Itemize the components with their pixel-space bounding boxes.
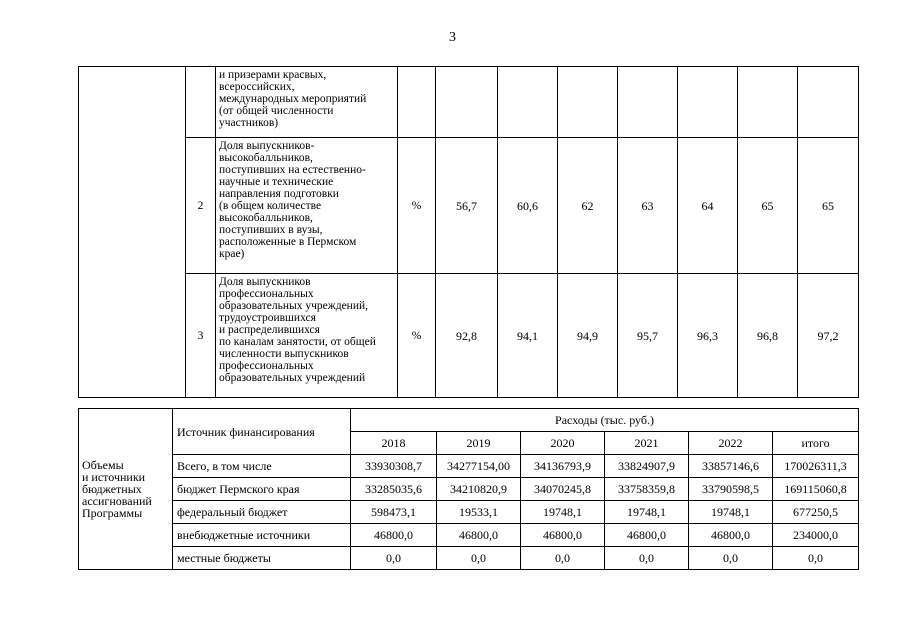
table-row: [79, 524, 859, 547]
source-name: местные бюджеты: [173, 547, 351, 570]
amount-cell: 33930308,7: [351, 455, 437, 478]
value-cell: [558, 67, 618, 138]
amount-cell: 0,0: [605, 547, 689, 570]
section-cell-empty: [79, 67, 186, 398]
value-cell: 94,9: [558, 274, 618, 398]
amount-cell: 0,0: [689, 547, 773, 570]
amount-cell: 169115060,8: [773, 478, 859, 501]
value-cell: 63: [618, 138, 678, 274]
source-name: бюджет Пермского края: [173, 478, 351, 501]
value-cell: 96,3: [678, 274, 738, 398]
amount-cell: 0,0: [351, 547, 437, 570]
table-row: [79, 409, 859, 432]
value-cell: 60,6: [498, 138, 558, 274]
row-number: 3: [186, 274, 216, 398]
amount-cell: 46800,0: [351, 524, 437, 547]
amount-cell: 677250,5: [773, 501, 859, 524]
source-header: Источник финансирования: [173, 409, 351, 455]
source-name: внебюджетные источники: [173, 524, 351, 547]
source-name: федеральный бюджет: [173, 501, 351, 524]
amount-cell: 19533,1: [437, 501, 521, 524]
finance-table: [78, 408, 859, 570]
value-cell: 65: [798, 138, 859, 274]
amount-cell: 19748,1: [605, 501, 689, 524]
amount-cell: 234000,0: [773, 524, 859, 547]
source-name: Всего, в том числе: [173, 455, 351, 478]
amount-cell: 0,0: [437, 547, 521, 570]
unit-cell: [398, 67, 436, 138]
amount-cell: 19748,1: [689, 501, 773, 524]
value-cell: 92,8: [436, 274, 498, 398]
amount-cell: 33758359,8: [605, 478, 689, 501]
year-header: 2022: [689, 432, 773, 455]
row-number: [186, 67, 216, 138]
unit-cell: %: [398, 274, 436, 398]
section-label: Объемы и источники бюджетных ассигнований Программы: [79, 409, 173, 570]
value-cell: 62: [558, 138, 618, 274]
value-cell: 65: [738, 138, 798, 274]
unit-cell: %: [398, 138, 436, 274]
table-row: [79, 478, 859, 501]
amount-cell: 46800,0: [605, 524, 689, 547]
amount-cell: 46800,0: [437, 524, 521, 547]
indicator-name: Доля выпускников- высокобалльников, поступивших на естественно- научные и технические направления подготовки (в общем количестве высокобалльников, поступивших в вузы, расположенные в Пермском крае): [216, 138, 398, 274]
amount-cell: 33285035,6: [351, 478, 437, 501]
value-cell: [738, 67, 798, 138]
value-cell: [436, 67, 498, 138]
amount-cell: 46800,0: [521, 524, 605, 547]
amount-cell: 34277154,00: [437, 455, 521, 478]
table-row: [79, 455, 859, 478]
amount-cell: 34070245,8: [521, 478, 605, 501]
amount-cell: 33790598,5: [689, 478, 773, 501]
indicators-table: [78, 66, 859, 398]
row-number: 2: [186, 138, 216, 274]
value-cell: [618, 67, 678, 138]
amount-cell: 34210820,9: [437, 478, 521, 501]
indicator-name: Доля выпускников профессиональных образовательных учреждений, трудоустроившихся и распределившихся по каналам занятости, от общей численности выпускников профессиональных образовательных учреждений: [216, 274, 398, 398]
page-number: 3: [449, 30, 456, 45]
amount-cell: 33857146,6: [689, 455, 773, 478]
year-header: итого: [773, 432, 859, 455]
expenses-header: Расходы (тыс. руб.): [351, 409, 859, 432]
table-row: [79, 547, 859, 570]
value-cell: 97,2: [798, 274, 859, 398]
table-row: [79, 138, 859, 274]
table-row: [79, 501, 859, 524]
year-header: 2020: [521, 432, 605, 455]
amount-cell: 598473,1: [351, 501, 437, 524]
amount-cell: 170026311,3: [773, 455, 859, 478]
value-cell: 96,8: [738, 274, 798, 398]
amount-cell: 34136793,9: [521, 455, 605, 478]
amount-cell: 0,0: [773, 547, 859, 570]
year-header: 2021: [605, 432, 689, 455]
amount-cell: 46800,0: [689, 524, 773, 547]
table-row: [79, 67, 859, 138]
year-header: 2018: [351, 432, 437, 455]
amount-cell: 33824907,9: [605, 455, 689, 478]
table-row: [79, 274, 859, 398]
indicator-name: и призерами красвых, всероссийских, международных мероприятий (от общей численности участников): [216, 67, 398, 138]
value-cell: 64: [678, 138, 738, 274]
value-cell: [498, 67, 558, 138]
year-header: 2019: [437, 432, 521, 455]
amount-cell: 0,0: [521, 547, 605, 570]
value-cell: 56,7: [436, 138, 498, 274]
amount-cell: 19748,1: [521, 501, 605, 524]
value-cell: 95,7: [618, 274, 678, 398]
value-cell: [798, 67, 859, 138]
value-cell: 94,1: [498, 274, 558, 398]
value-cell: [678, 67, 738, 138]
